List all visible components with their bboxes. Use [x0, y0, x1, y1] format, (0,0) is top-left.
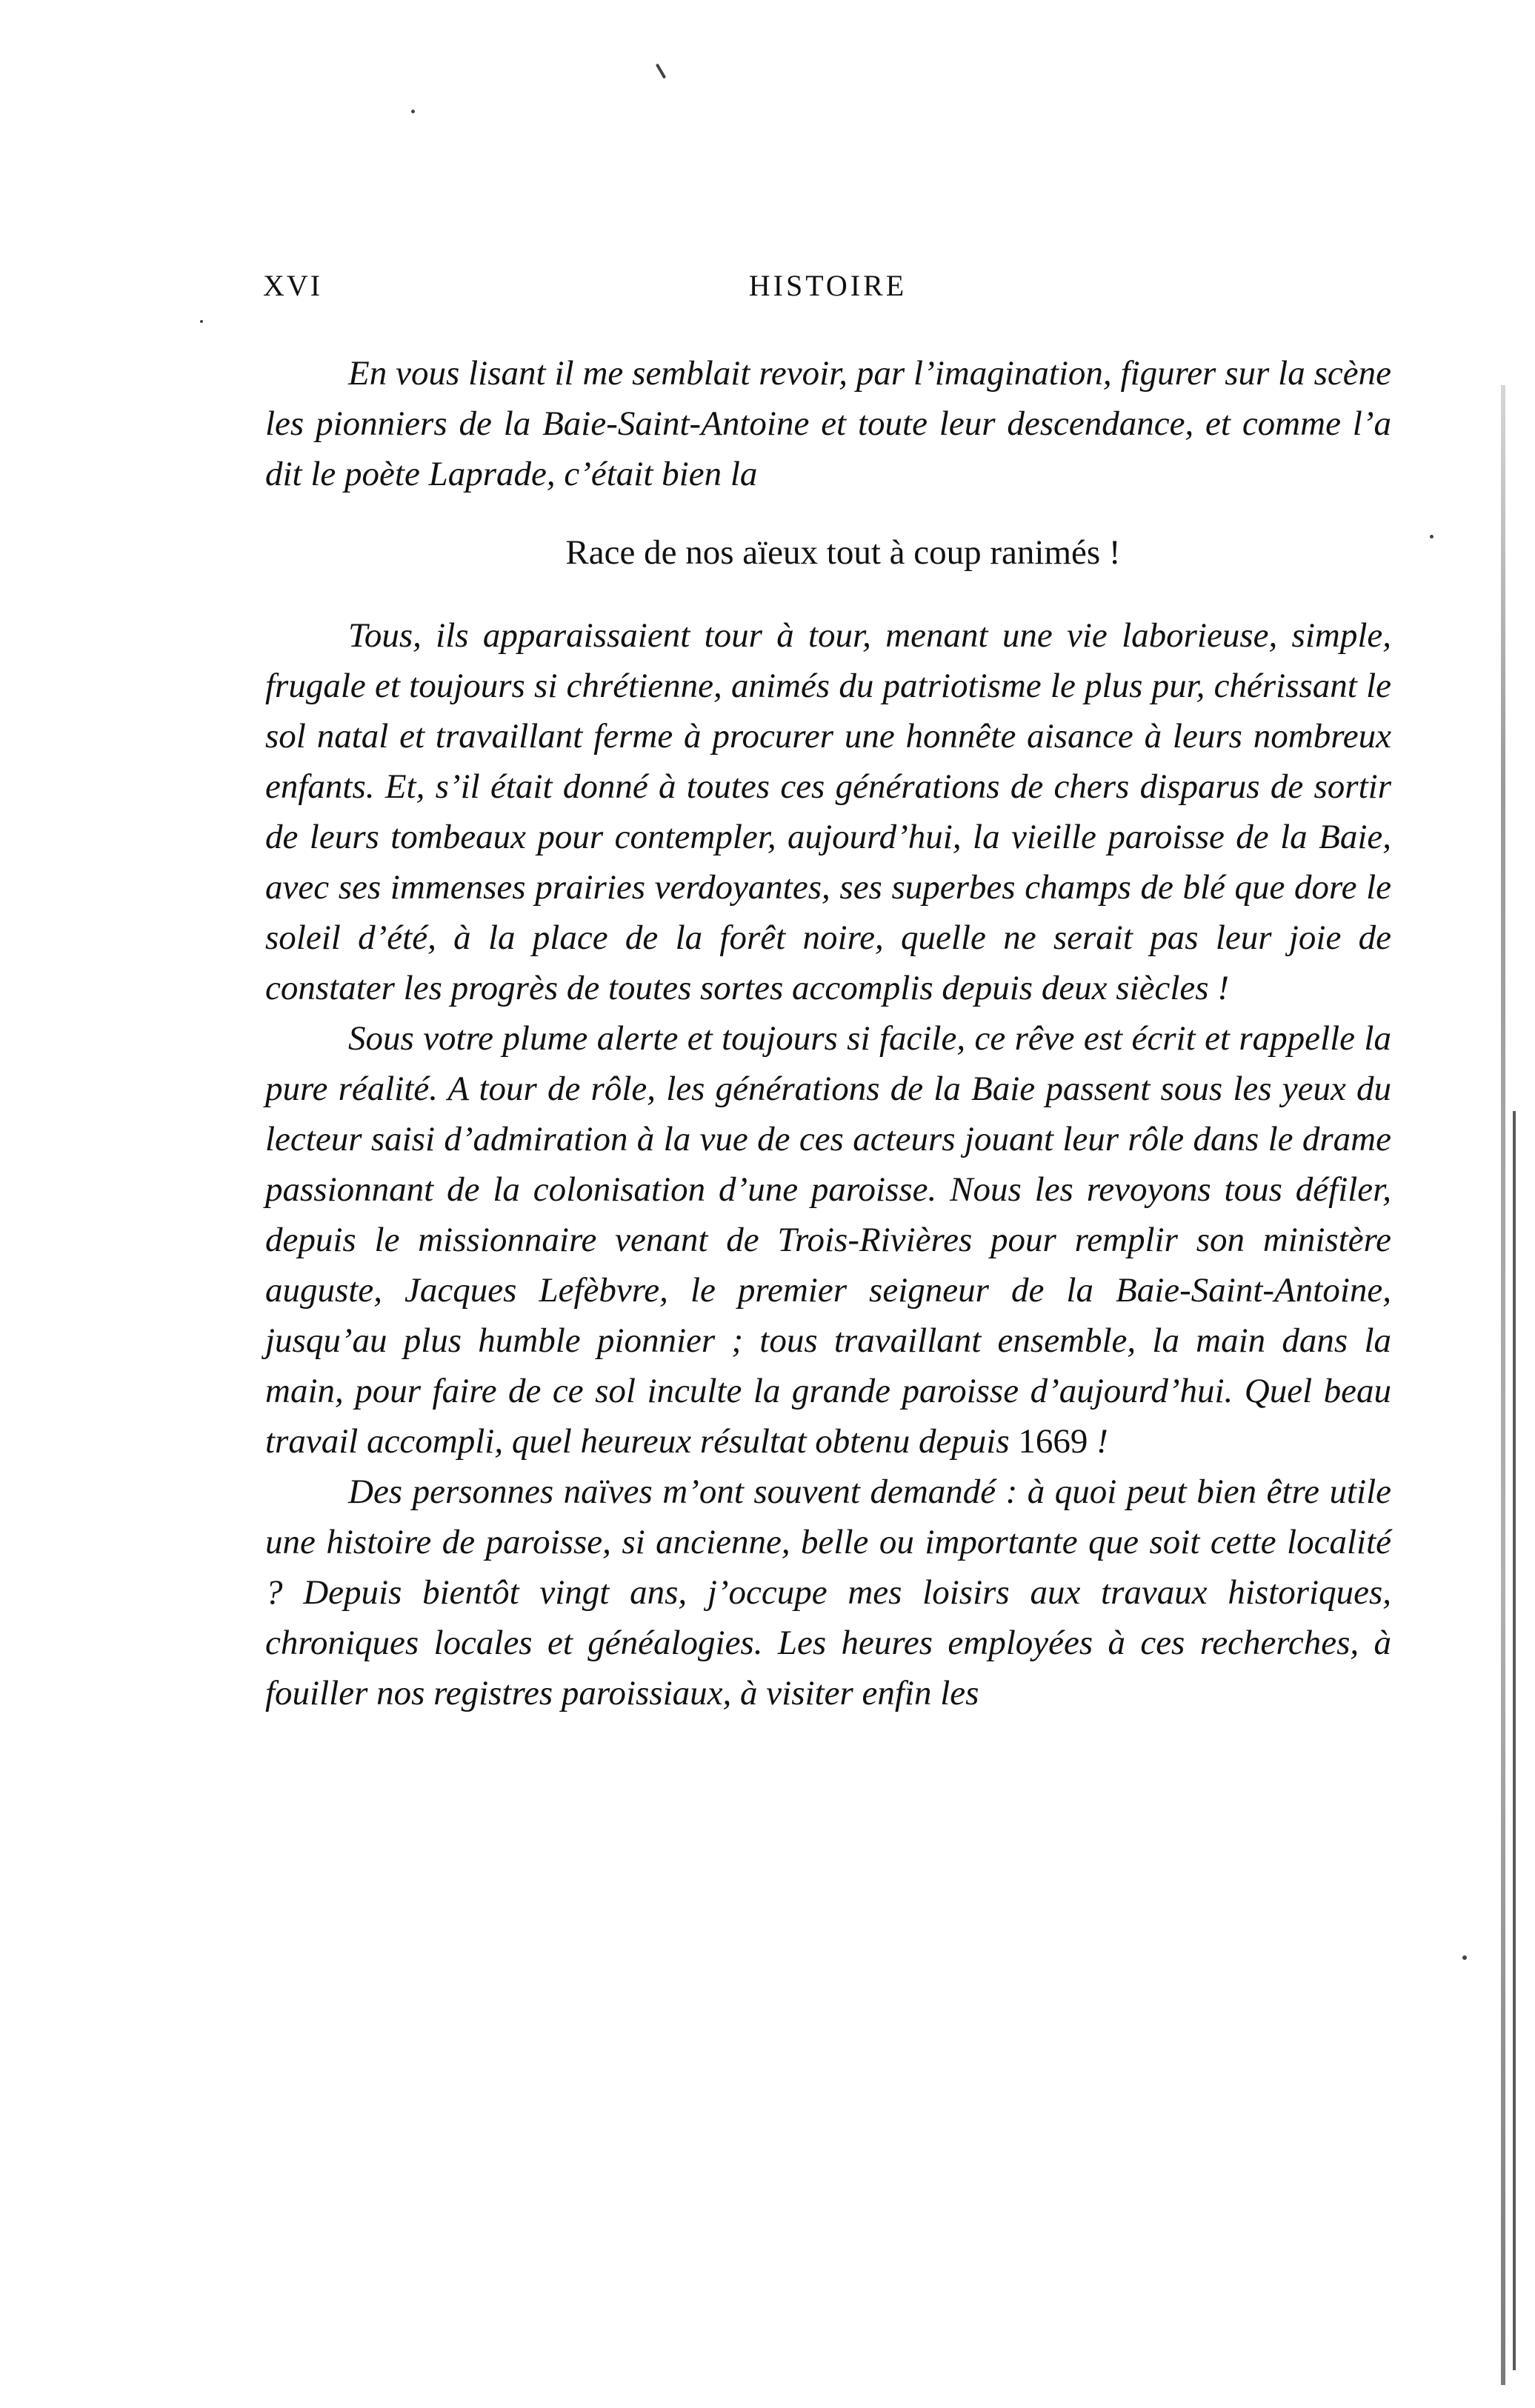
scan-speck [411, 110, 415, 113]
scan-speck [1462, 1955, 1467, 1960]
running-head [263, 268, 1393, 313]
binding-edge-line [1513, 1111, 1516, 2370]
paragraph-3-end: ! [1088, 1422, 1108, 1461]
scan-speck [1430, 535, 1434, 538]
paragraph-2: Tous, ils apparaissaient tour à tour, menant une vie laborieuse, simple, frugale et toujours si chrétienne, animés du patriotisme le plus pur, chérissant le sol natal et travaillant ferme à procurer une honnête aisance à leurs nombreux enfants. Et, s’il était donné à toutes ces générations de chers disparus de sortir de leurs tombeaux pour contempler, aujourd’hui, la vieille paroisse de la Baie, avec ses immenses prairies verdoyantes, ses superbes champs de blé que dore le soleil d’été, à la place de la forêt noire, quelle ne serait pas leur joie de constater les progrès de toutes sortes accomplis depuis deux siècles ! [265, 616, 1391, 1007]
scan-speck [200, 320, 203, 323]
binding-edge-shadow [1501, 385, 1505, 2385]
paragraph-3 [265, 1013, 1391, 1467]
scan-speck [656, 63, 666, 79]
body-text [265, 348, 1391, 1718]
paragraph-4: Des personnes naïves m’ont souvent demandé : à quoi peut bien être utile une histoire de paroisse, si ancienne, belle ou importante que soit cette localité ? Depuis bientôt vingt ans, j’occupe mes loisirs aux travaux historiques, chroniques locales et généalogies. Les heures employées à ces recherches, à fouiller nos registres paroissiaux, à visiter enfin les [265, 1473, 1391, 1712]
verse-quotation: Race de nos aïeux tout à coup ranimés ! [565, 533, 1121, 572]
founding-year: 1669 [1018, 1422, 1088, 1461]
running-title: HISTOIRE [748, 269, 908, 302]
paragraph-3-text: Sous votre plume alerte et toujours si facile, ce rêve est écrit et rappelle la pure réalité. A tour de rôle, les générations de la Baie passent sous les yeux du lecteur saisi d’admiration à la vue de ces acteurs jouant leur rôle dans le drame passionnant de la colonisation d’une paroisse. Nous les revoyons tous défiler, depuis le missionnaire venant de Trois-Rivières pour remplir son ministère auguste, Jacques Lefèbvre, le premier seigneur de la Baie-Saint-Antoine, jusqu’au plus humble pionnier ; tous travaillant ensemble, la main dans la main, pour faire de ce sol inculte la grande paroisse d’aujourd’hui. Quel beau travail accompli, quel heureux résultat obtenu depuis [265, 1019, 1391, 1461]
page-folio: XVI [263, 269, 323, 302]
paragraph-1: En vous lisant il me semblait revoir, par l’imagination, figurer sur la scène les pionniers de la Baie-Saint-Antoine et toute leur descendance, et comme l’a dit le poète Laprade, c’était bien la [265, 354, 1391, 493]
